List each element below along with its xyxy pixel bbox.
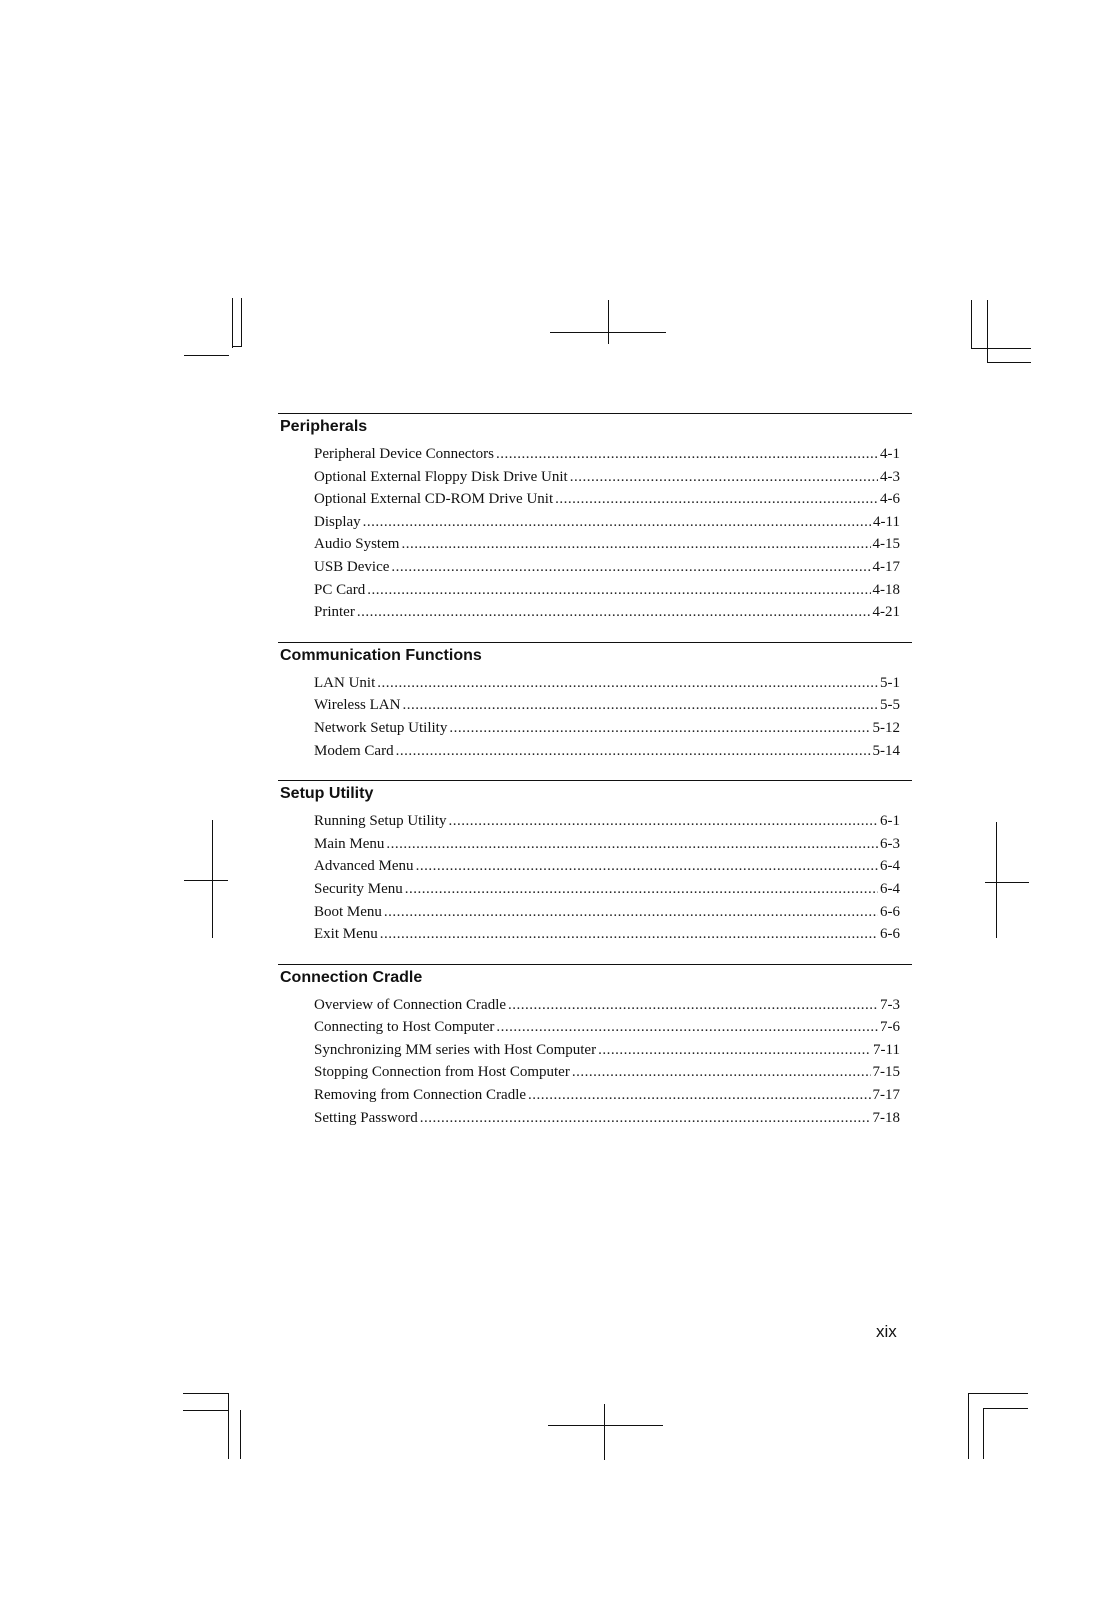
entry-title: Advanced Menu xyxy=(314,858,414,875)
entry-title: Overview of Connection Cradle xyxy=(314,996,507,1013)
entry-page: 7-3 xyxy=(880,996,900,1013)
dot-leader xyxy=(598,1039,871,1062)
toc-entry[interactable] xyxy=(314,601,912,624)
crop-mark-right-middle xyxy=(985,882,1029,883)
crop-mark-left-middle xyxy=(184,880,228,881)
dot-leader xyxy=(386,833,878,856)
page-number: xix xyxy=(876,1322,897,1341)
dot-leader xyxy=(508,994,878,1017)
crop-mark-top-left xyxy=(184,355,229,356)
entry-list xyxy=(278,443,912,624)
entry-page: 4-1 xyxy=(880,446,900,462)
entry-page: 6-6 xyxy=(880,903,900,920)
section-heading: Setup Utility xyxy=(280,785,374,803)
dot-leader xyxy=(357,601,871,624)
entry-title: Audio System xyxy=(314,536,400,553)
entry-title: Peripheral Device Connectors xyxy=(314,446,494,462)
toc-entry[interactable] xyxy=(314,511,912,534)
toc-entry[interactable] xyxy=(314,579,912,602)
toc-entry[interactable] xyxy=(314,443,912,466)
toc-entry[interactable] xyxy=(314,1061,912,1084)
entry-page: 4-6 xyxy=(880,491,900,508)
dot-leader xyxy=(367,579,870,602)
toc-entry[interactable] xyxy=(314,466,912,489)
toc-entry[interactable] xyxy=(314,717,912,740)
toc-entry[interactable] xyxy=(314,878,912,901)
entry-title: Optional External Floppy Disk Drive Unit xyxy=(314,468,568,485)
crop-mark-bottom-right xyxy=(983,1408,1028,1409)
entry-page: 4-15 xyxy=(872,536,900,553)
crop-mark-bottom-right xyxy=(968,1393,1028,1394)
toc-entry[interactable] xyxy=(314,488,912,511)
entry-title: Security Menu xyxy=(314,880,403,897)
dot-leader xyxy=(402,694,878,717)
toc-entry[interactable] xyxy=(314,1084,912,1107)
toc-entry[interactable] xyxy=(314,1039,912,1062)
entry-page: 4-21 xyxy=(872,604,900,621)
crop-mark-top-center xyxy=(550,332,666,333)
dot-leader xyxy=(391,556,870,579)
crop-mark-top-left xyxy=(233,346,242,347)
entry-page: 5-1 xyxy=(880,674,900,691)
entry-page: 5-14 xyxy=(872,742,900,759)
crop-mark-bottom-center xyxy=(604,1404,605,1460)
toc-entry[interactable] xyxy=(314,833,912,856)
toc-entry[interactable] xyxy=(314,1107,912,1130)
entry-title: Printer xyxy=(314,604,355,621)
dot-leader xyxy=(396,740,871,763)
crop-mark-top-right xyxy=(971,300,972,348)
dot-leader xyxy=(449,810,878,833)
dot-leader xyxy=(528,1084,870,1107)
section-rule xyxy=(278,413,912,414)
dot-leader xyxy=(377,672,878,695)
section-rule xyxy=(278,964,912,965)
entry-title: Removing from Connection Cradle xyxy=(314,1087,527,1104)
entry-page: 7-6 xyxy=(880,1019,900,1036)
entry-title: Exit Menu xyxy=(314,926,378,943)
section-rule xyxy=(278,642,912,643)
crop-mark-right-middle xyxy=(996,822,997,938)
toc-section-connection-cradle xyxy=(278,964,912,1130)
table-of-contents xyxy=(278,413,912,1147)
dot-leader xyxy=(405,878,878,901)
crop-mark-top-right xyxy=(987,300,988,362)
entry-list xyxy=(278,810,912,946)
entry-title: Modem Card xyxy=(314,742,394,759)
crop-mark-top-right xyxy=(971,348,1031,349)
entry-page: 5-5 xyxy=(880,697,900,714)
entry-page: 4-18 xyxy=(872,581,900,598)
crop-mark-bottom-left xyxy=(240,1410,241,1459)
entry-title: Synchronizing MM series with Host Computer xyxy=(314,1041,597,1058)
entry-list xyxy=(278,672,912,762)
dot-leader xyxy=(555,488,878,511)
crop-mark-top-left xyxy=(241,298,242,346)
toc-entry[interactable] xyxy=(314,923,912,946)
toc-entry[interactable] xyxy=(314,694,912,717)
toc-entry[interactable] xyxy=(314,740,912,763)
toc-entry[interactable] xyxy=(314,672,912,695)
dot-leader xyxy=(363,511,871,534)
entry-page: 6-3 xyxy=(880,835,900,852)
entry-page: 4-3 xyxy=(880,468,900,485)
toc-entry[interactable] xyxy=(314,810,912,833)
entry-page: 4-17 xyxy=(872,558,900,575)
dot-leader xyxy=(496,1016,878,1039)
dot-leader xyxy=(416,855,878,878)
entry-page: 7-18 xyxy=(872,1109,900,1126)
entry-title: Display xyxy=(314,513,361,530)
entry-page: 4-11 xyxy=(873,513,900,530)
dot-leader xyxy=(449,717,870,740)
dot-leader xyxy=(401,533,870,556)
section-heading: Communication Functions xyxy=(280,646,482,664)
crop-mark-bottom-left xyxy=(228,1393,229,1459)
crop-mark-bottom-right xyxy=(968,1393,969,1459)
dot-leader xyxy=(380,923,878,946)
section-heading: Connection Cradle xyxy=(280,968,423,986)
crop-mark-top-right xyxy=(987,362,1031,363)
entry-title: PC Card xyxy=(314,581,366,598)
entry-title: Main Menu xyxy=(314,835,385,852)
entry-title: Running Setup Utility xyxy=(314,813,447,830)
entry-page: 6-6 xyxy=(880,926,900,943)
entry-page: 6-4 xyxy=(880,880,900,897)
toc-entry[interactable] xyxy=(314,901,912,924)
entry-page: 7-15 xyxy=(872,1064,900,1081)
dot-leader xyxy=(570,466,878,489)
entry-list xyxy=(278,994,912,1130)
toc-entry[interactable] xyxy=(314,1016,912,1039)
toc-entry[interactable] xyxy=(314,556,912,579)
dot-leader xyxy=(384,901,878,924)
dot-leader xyxy=(420,1107,871,1130)
crop-mark-left-middle xyxy=(212,820,213,938)
toc-section-setup-utility xyxy=(278,780,912,946)
entry-title: Connecting to Host Computer xyxy=(314,1019,495,1036)
crop-mark-top-left xyxy=(232,298,233,348)
dot-leader xyxy=(496,443,878,466)
crop-mark-bottom-right xyxy=(983,1408,984,1459)
entry-page: 5-12 xyxy=(872,719,900,736)
entry-title: Setting Password xyxy=(314,1109,418,1126)
entry-title: LAN Unit xyxy=(314,674,376,691)
toc-section-communication-functions xyxy=(278,642,912,762)
toc-entry[interactable] xyxy=(314,533,912,556)
dot-leader xyxy=(572,1061,871,1084)
crop-mark-top-center xyxy=(608,300,609,344)
entry-page: 6-4 xyxy=(880,858,900,875)
section-rule xyxy=(278,780,912,781)
entry-title: Wireless LAN xyxy=(314,697,401,714)
section-heading: Peripherals xyxy=(280,418,368,435)
toc-section-peripherals xyxy=(278,413,912,624)
entry-title: USB Device xyxy=(314,558,390,575)
crop-mark-bottom-left xyxy=(183,1410,228,1411)
crop-mark-bottom-left xyxy=(183,1393,228,1394)
crop-mark-bottom-center xyxy=(548,1425,663,1426)
toc-entry[interactable] xyxy=(314,994,912,1017)
entry-title: Network Setup Utility xyxy=(314,719,448,736)
entry-title: Boot Menu xyxy=(314,903,382,920)
entry-page: 6-1 xyxy=(880,813,900,830)
entry-title: Stopping Connection from Host Computer xyxy=(314,1064,570,1081)
entry-title: Optional External CD-ROM Drive Unit xyxy=(314,491,554,508)
toc-entry[interactable] xyxy=(314,855,912,878)
entry-page: 7-17 xyxy=(872,1087,900,1104)
entry-page: 7-11 xyxy=(873,1041,900,1058)
